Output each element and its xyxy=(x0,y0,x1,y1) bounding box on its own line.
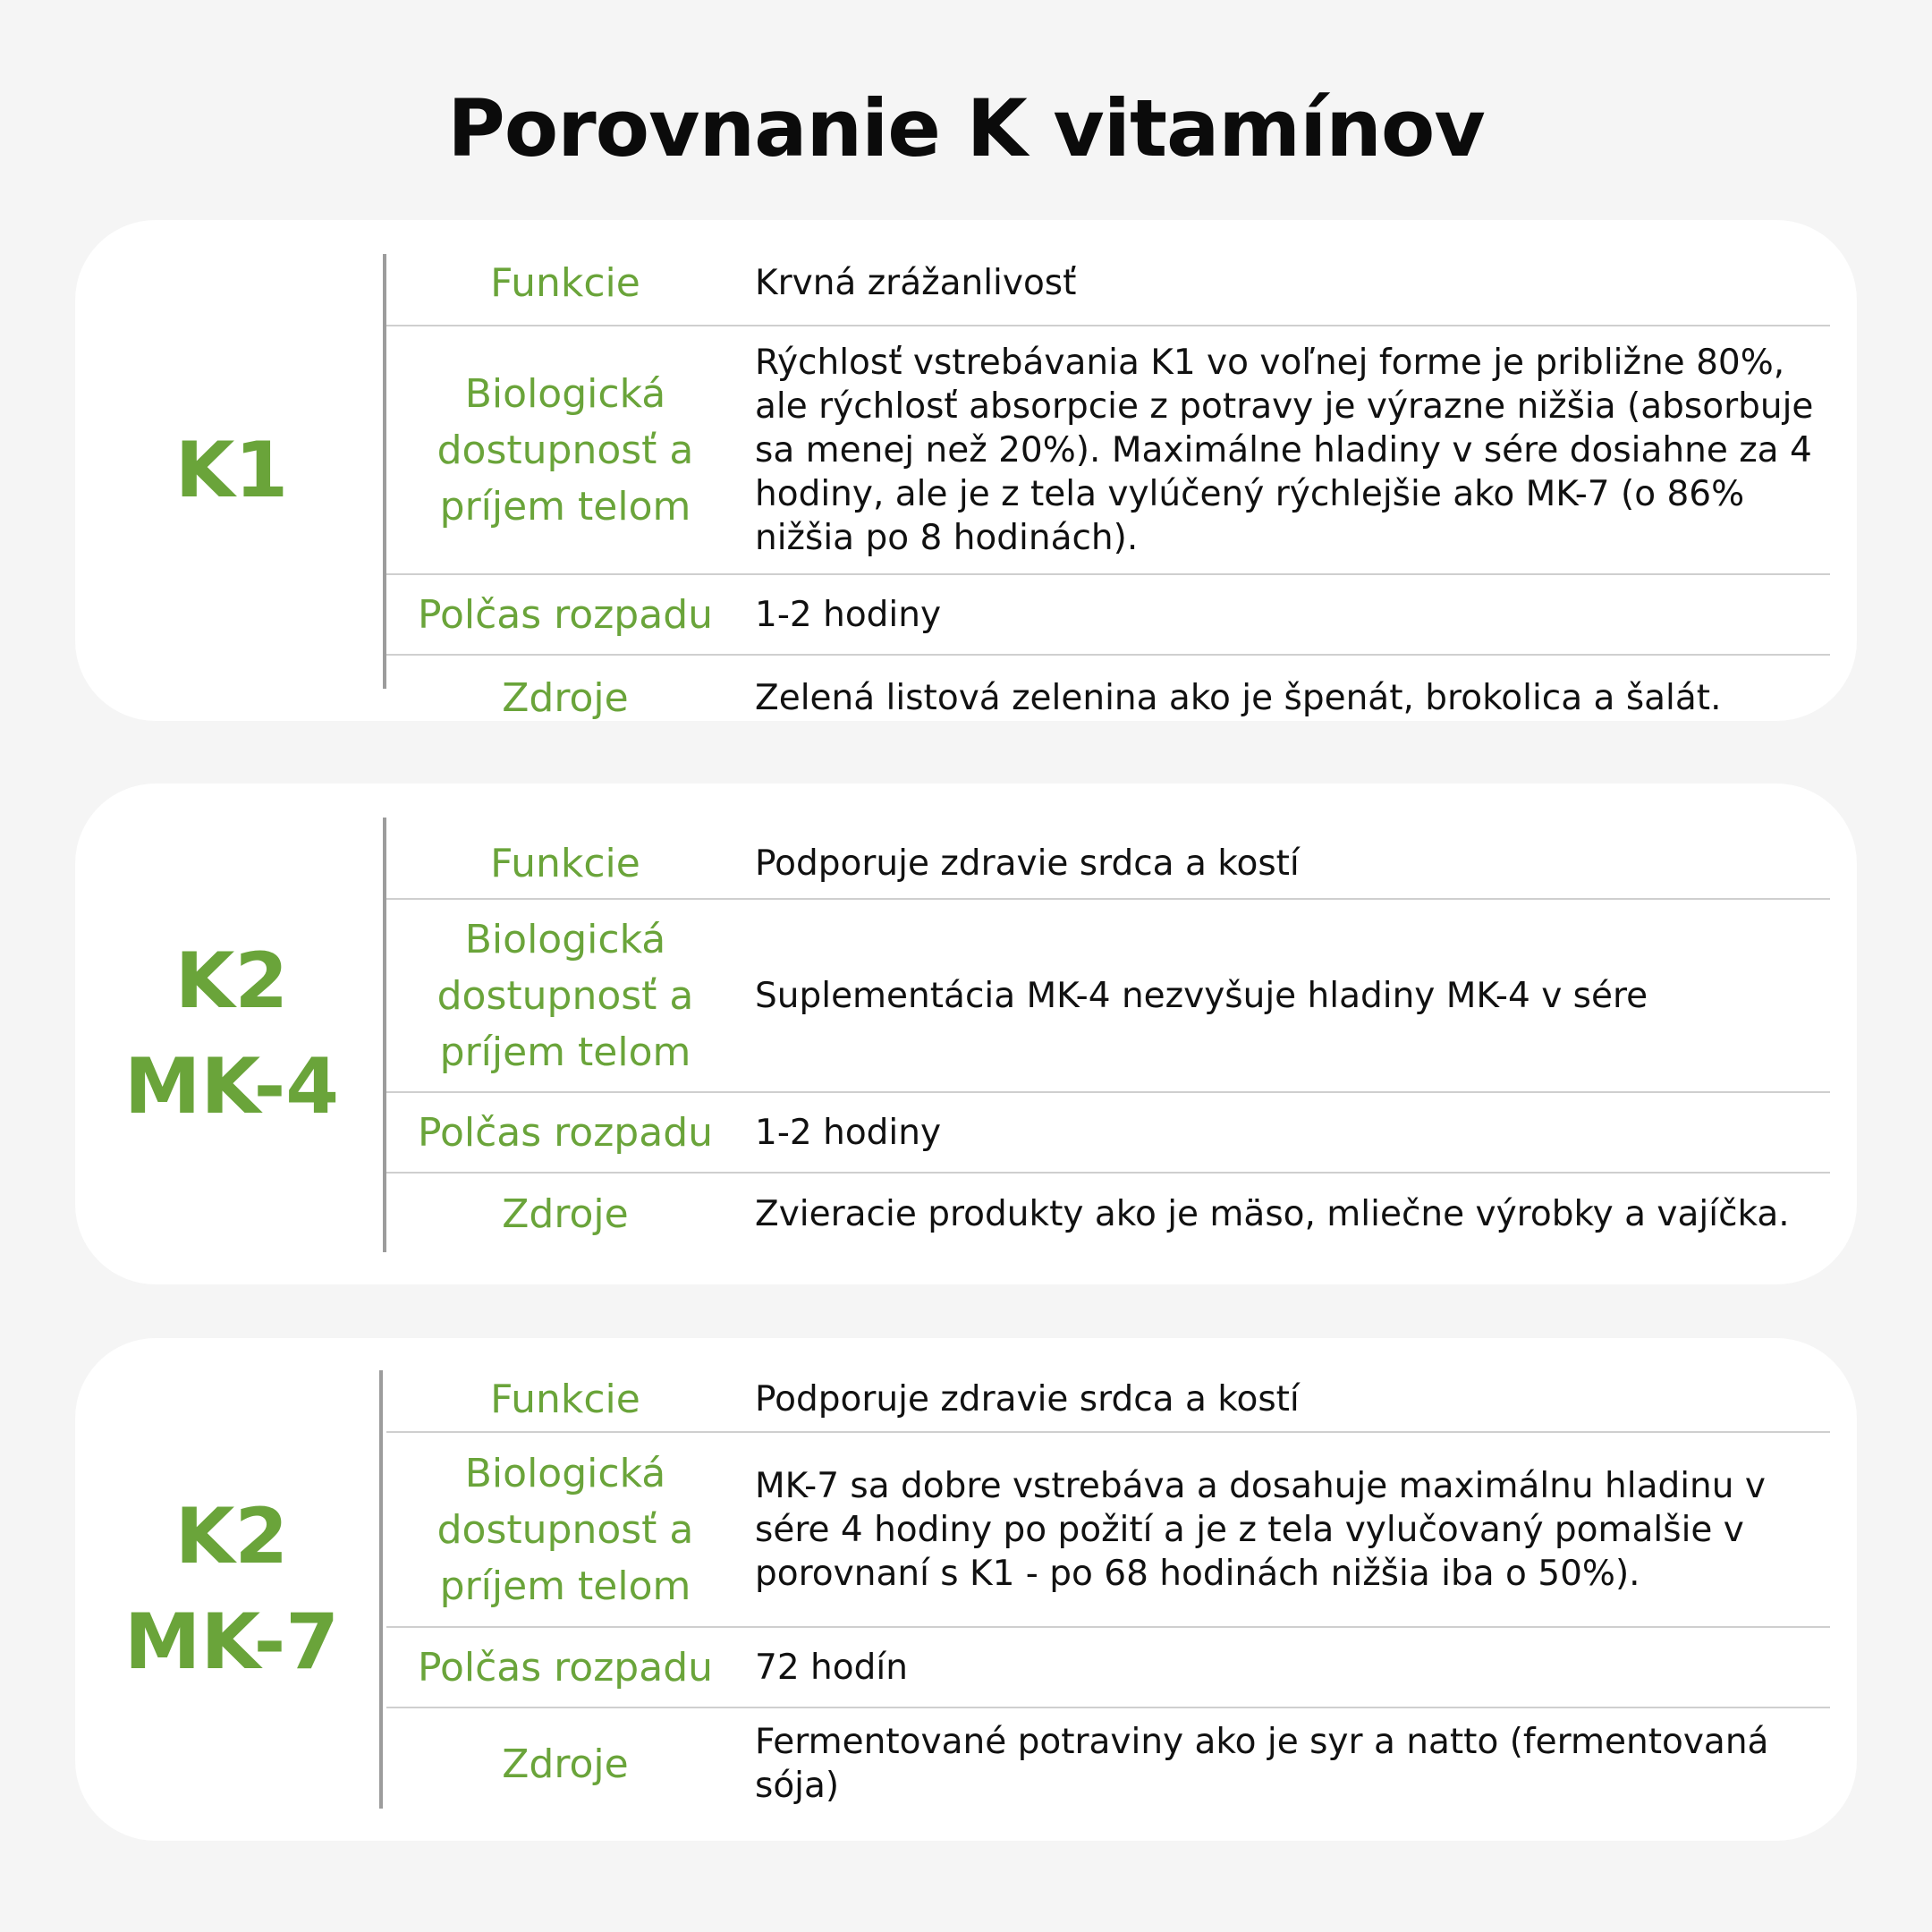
row-key: Polčas rozpadu xyxy=(417,591,714,638)
row-key: Funkcie xyxy=(490,260,640,306)
row-value: Rýchlosť vstrebávania K1 vo voľnej forme je približne 80%, ale rýchlosť absorpcie z potravy je výrazne nižšia (absorbuje sa menej než 20%). Maximálne hladiny v sére dosiahne za 4 hodiny, ale je z tela vylúčený rýchlejšie ako MK-7 (o 86% nižšia po 8 hodinách). xyxy=(755,342,1814,558)
card-label-line: K2 xyxy=(174,936,289,1026)
row-value: Zelená listová zelenina ako je špenát, brokolica a šalát. xyxy=(755,678,1722,718)
row-key: Zdroje xyxy=(502,1741,629,1787)
card-label-line: K1 xyxy=(174,426,289,515)
row-key: Funkcie xyxy=(490,840,640,886)
property-table xyxy=(386,242,1830,741)
table-row xyxy=(386,828,1830,900)
table-row xyxy=(386,900,1830,1093)
property-table xyxy=(386,828,1830,1254)
row-value: Fermentované potraviny ako je syr a natto (fermentovaná sója) xyxy=(755,1722,1769,1806)
table-row xyxy=(386,1628,1830,1708)
table-row xyxy=(386,1174,1830,1254)
table-row xyxy=(386,1367,1830,1433)
row-value: 72 hodín xyxy=(755,1647,908,1688)
table-row xyxy=(386,656,1830,741)
vitamin-card-k2-mk4 xyxy=(75,784,1857,1284)
vitamin-card-k2-mk7 xyxy=(75,1338,1857,1841)
table-row xyxy=(386,1433,1830,1628)
page-title: Porovnanie K vitamínov xyxy=(447,82,1485,174)
row-key: Biologická dostupnosť a príjem telom xyxy=(436,1450,694,1609)
divider-vertical xyxy=(379,1370,383,1809)
table-row xyxy=(386,326,1830,575)
row-value: Podporuje zdravie srdca a kostí xyxy=(755,1378,1300,1419)
vitamin-card-k1 xyxy=(75,220,1857,721)
row-key: Zdroje xyxy=(502,1191,629,1237)
row-value: 1-2 hodiny xyxy=(755,594,942,635)
table-row xyxy=(386,1708,1830,1819)
row-value: Podporuje zdravie srdca a kostí xyxy=(755,843,1300,884)
row-value: Suplementácia MK-4 nezvyšuje hladiny MK-4 v sére xyxy=(755,975,1648,1016)
card-label xyxy=(75,1338,388,1841)
row-key: Polčas rozpadu xyxy=(417,1644,714,1690)
card-label-line: MK-7 xyxy=(123,1597,340,1687)
card-label-line: MK-4 xyxy=(123,1042,340,1131)
property-table xyxy=(386,1367,1830,1819)
card-label-line: K2 xyxy=(174,1492,289,1581)
table-row xyxy=(386,242,1830,326)
row-key: Zdroje xyxy=(502,675,629,721)
row-value: Zvieracie produkty ako je mäso, mliečne výrobky a vajíčka. xyxy=(755,1193,1790,1234)
row-key: Polčas rozpadu xyxy=(417,1109,714,1156)
row-key: Biologická dostupnosť a príjem telom xyxy=(436,916,694,1075)
row-key: Biologická dostupnosť a príjem telom xyxy=(436,370,694,530)
row-value: MK-7 sa dobre vstrebáva a dosahuje maximálnu hladinu v sére 4 hodiny po požití a je z tela vylučovaný pomalšie v porovnaní s K1 - po 68 hodinách nižšia iba o 50%). xyxy=(755,1465,1766,1594)
table-row xyxy=(386,575,1830,656)
card-label xyxy=(75,220,388,721)
row-value: Krvná zrážanlivosť xyxy=(755,263,1077,303)
row-key: Funkcie xyxy=(490,1376,640,1422)
card-label xyxy=(75,784,388,1284)
row-value: 1-2 hodiny xyxy=(755,1112,942,1153)
table-row xyxy=(386,1093,1830,1174)
